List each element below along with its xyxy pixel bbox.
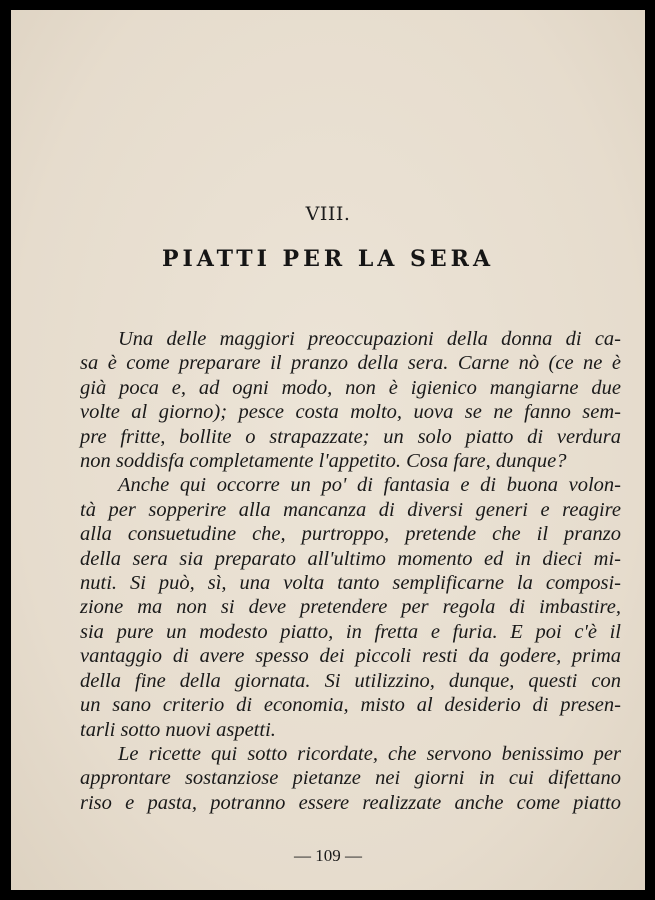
chapter-title: PIATTI PER LA SERA [161, 246, 495, 272]
text-line: alla consuetudine che, purtroppo, pretende che il pranzo [80, 523, 621, 546]
text-line: della fine della giornata. Si utilizzino, dunque, questi con [80, 669, 621, 692]
text-line: vantaggio di avere spesso dei piccoli resti da godere, prima [80, 645, 621, 668]
text-line: approntare sostanziose pietanze nei giorni in cui difettano [80, 767, 621, 790]
text-line: pre fritte, bollite o strapazzate; un solo piatto di verdura [80, 425, 621, 448]
text-line: tà per sopperire alla mancanza di diversi generi e reagire [80, 498, 621, 521]
text-line: un sano criterio di economia, misto al desiderio di presen- [80, 694, 621, 717]
text-line: già poca e, ad ogni modo, non è igienico mangiarne due [80, 376, 621, 399]
book-page [11, 10, 645, 890]
text-line: zione ma non si deve pretendere per regola di imbastire, [80, 596, 621, 619]
text-line: non soddisfa completamente l'appetito. Cosa fare, dunque? [80, 450, 567, 473]
text-line: tarli sotto nuovi aspetti. [80, 718, 276, 741]
text-line: riso e pasta, potranno essere realizzate anche come piatto [80, 791, 621, 814]
text-line: Anche qui occorre un po' di fantasia e di buona volon- [118, 474, 621, 497]
text-line: volte al giorno); pesce costa molto, uova se ne fanno sem- [80, 401, 621, 424]
chapter-number: VIII. [305, 203, 351, 225]
page-number: — 109 — [294, 846, 362, 865]
text-line: della sera sia preparato all'ultimo momento ed in dieci mi- [80, 547, 621, 570]
text-line: Una delle maggiori preoccupazioni della donna di ca- [118, 328, 621, 350]
text-line: nuti. Si può, sì, una volta tanto semplificarne la composi- [80, 572, 621, 595]
text-line: Le ricette qui sotto ricordate, che servono benissimo per [118, 742, 621, 765]
text-line: sia pure un modesto piatto, in fretta e furia. E poi c'è il [80, 620, 621, 643]
text-line: sa è come preparare il pranzo della sera. Carne nò (ce ne è [80, 352, 621, 375]
body-text [80, 327, 621, 815]
